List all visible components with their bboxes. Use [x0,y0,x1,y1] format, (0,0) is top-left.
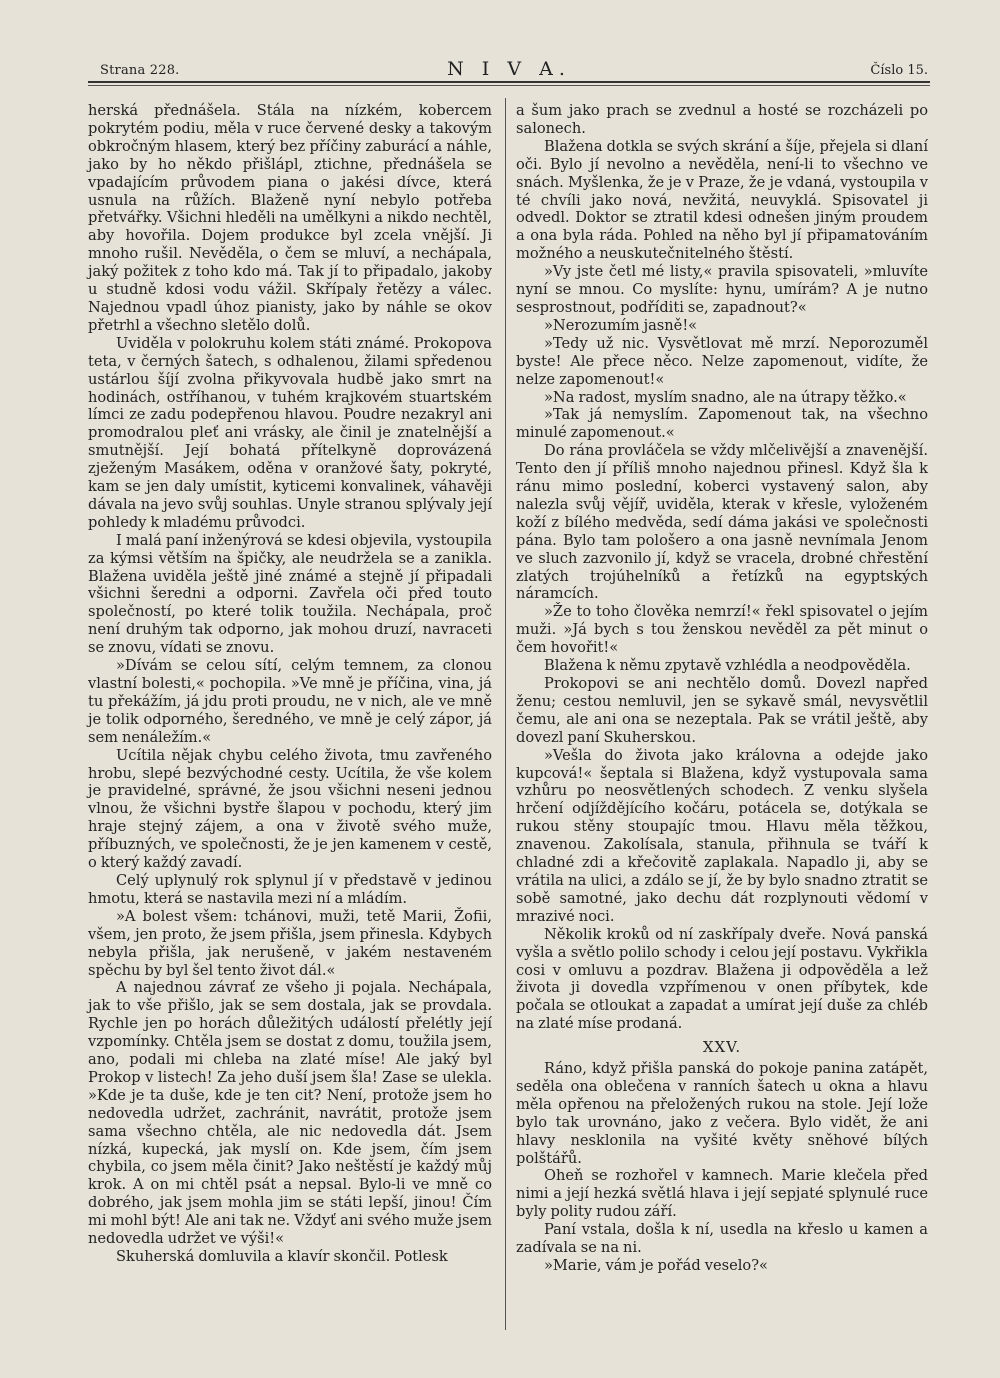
paragraph: »A bolest všem: tchánovi, muži, tetě Marii, Žofii, všem, jen proto, že jsem přišla, jsem přinesla. Kdybych nebyla přišla, jak nerušeně, v jakém nestaveném spěchu by byl šel tento život dál.« [88,907,492,979]
paragraph: Celý uplynulý rok splynul jí v představě v jedinou hmotu, která se nastavila mezi ní a mládím. [88,871,492,907]
header-rule-thin [88,85,930,86]
paragraph: Ucítila nějak chybu celého života, tmu zavřeného hrobu, slepé bezvýchodné cesty. Ucítila, že vše kolem je pravidelné, správné, že jsou všichni neseni jednou vlnou, že všichni bystře šlapou v pochodu, který jim hraje stejný zájem, a ona v životě svého muže, příbuzných, ve společnosti, že je jen kamenem v cestě, o který každý zavadí. [88,746,492,872]
paragraph: Několik kroků od ní zaskřípaly dveře. Nová panská vyšla a světlo polilo schody i celou její postavu. Vykřikla cosi v omluvu a pozdrav. Blažena ji odpověděla a lež života ji dovedla vzpřímenou v onen příbytek, kde počala se otloukat a zapadat a umírat její duše za chléb na zlaté míse prodaná. [516,925,928,1033]
paragraph: Skuherská domluvila a klavír skončil. Potlesk [116,1248,448,1265]
left-column [88,102,492,1266]
paragraph: Oheň se rozhořel v kamnech. Marie klečela před nimi a její hezká světlá hlava i její sepjaté splynulé ruce byly polity rudou září. [516,1167,928,1221]
column-divider [505,98,506,1330]
issue-number: Číslo 15. [870,63,928,78]
paragraph: »Tedy už nic. Vysvětlovat mě mrzí. Neporozuměl byste! Ale přece něco. Nelze zapomenout, vidíte, že nelze zapomenout!« [516,334,928,388]
paragraph: I malá paní inženýrová se kdesi objevila, vystoupila za kýmsi větším na špičky, ale neudrželа se a zanikla. Blažena uviděla ještě jiné známé a stejně jí připadali všichni šeredni a odporni. Zavřela oči před touto společností, po které tolik toužila. Nechápala, proč není druhým tak odporno, jak mohou druzí, navraceti se znovu, vídati se znovu. [88,531,492,657]
paragraph: »Tak já nemyslím. Zapomenout tak, na všechno minulé zapomenout.« [516,406,928,442]
journal-title: N I V A. [447,58,571,80]
paragraph: A najednou závrať ze všeho ji pojala. Nechápala, jak to vše přišlo, jak se sem dostala, jak se provdala. Rychle jen po horách důležitých událostí přelétly její vzpomínky. Chtěla jsem se dostat z domu, toužila jsem, ano, podali mi chleba na zlaté míse! Ale jaký byl Prokop v listech! Za jeho duší jsem šla! Zase se ulekla. »Kde je ta duše, kde je ten cit? Není, protože jsem ho nedovedla udržet, zachránit, navrátit, protože jsem sama všechno chtěla, ale nic nedovedla dát. Jsem nízká, kupecká, jak myslí on. Kde jsem, čím jsem chybila, co jsem měla činit? Jako neštěstí je každý můj krok. A on mi chtěl psát a nepsal. Bylo-li ve mně co dobrého, jak jsem mohla jim se státi lepší, jinou! Čím mi mohl být! Ale ani tak ne. Vždyť ani svého muže jsem nedovedla udržet ve výši!« [88,979,492,1248]
paragraph: »Marie, vám je pořád veselo?« [544,1257,768,1274]
page-header [88,56,930,80]
paragraph: »Nerozumím jasně!« [544,316,698,334]
right-column [516,102,928,1275]
paragraph: Uviděla v polokruhu kolem státi známé. Prokopova teta, v černých šatech, s odhalenou, žilami spředenou ustárlou šíjí zvolna přikyvovala hudbě jako smrt na hodinách, ostříhanou, v tuhém krajkovém stuartském límci ze zadu podepřenou hlavou. Poudre nezakryl ani promodralou pleť ani vrásky, ale činil je znatelnější a smutnější. Její bohatá přítelkyně doprovázená zježeným Masákem, oděna v oranžové šaty, pokryté, kam se jen daly umístit, kyticemi konvalinek, váhavěji dávala na jevo svůj souhlas. Unyle stranou splývaly její pohledy k mladému průvodci. [88,334,492,531]
paragraph: »Že to toho člověka nemrzí!« řekl spisovatel o jejím muži. »Já bych s tou ženskou nevěděl za pět minut o čem hovořit!« [516,603,928,657]
paragraph: »Vy jste četl mé listy,« pravila spisovateli, »mluvíte nyní se mnou. Co myslíte: hynu, umírám? A je nutno sesprostnout, podříditi se, zapadnout?« [516,263,928,316]
paragraph: Blažena dotkla se svých skrání a šíje, přejela si dlaní oči. Bylo jí nevolno a nevěděla, není-li to všechno ve snách. Myšlenka, že je v Praze, že je vdaná, vystoupila v té chvíli jako nová, nevžitá, neuvyklá. Spisovatel ji odvedl. Doktor se ztratil kdesi odnešen jiným proudem a ona byla ráda. Pohled na něho byl jí připamatováním možného a neuskutečnitelného štěstí. [516,137,928,263]
paragraph: herská přednášela. Stála na nízkém, kobercem pokrytém podiu, měla v ruce červené desky a takovým obkročným hlasem, který bez příčiny zaburácí a náhle, jako by ho někdo přišlápl, ztichne, přednášela se vpadajícím průvodem piana o jakési dívce, která usnula na růžích. Blaženě nyní nebylo potřeba přetvářky. Všichni hleděli na umělkyni a nikdo nechtěl, aby hovořila. Dojem produkce byl zcela vnější. Ji mnoho rušil. Nevěděla, o čem se mluví, a nechápala, jaký požitek z toho kdo má. Tak jí to připadalo, jakoby u studně kdosi vodu vážil. Skřípaly řetězy a válec. Najednou vpadl úhoz pianisty, jako by náhle se okov přetrhl a všechno sletělo dolů. [88,102,492,334]
paragraph: Ráno, když přišla panská do pokoje panina zatápět, seděla ona oblečena v ranních šatech u okna a hlavu měla opřenou na přeložených rukou na stole. Její lože bylo tak urovnáno, jako z večera. Bylo vidět, že ani hlavy nesklonila na vyšité květy sněhové bílých polštářů. [516,1060,928,1167]
paragraph: Paní vstala, došla k ní, usedla na křeslo u kamen a zadívala se na ni. [516,1221,928,1257]
paragraph: Blažena k němu zpytavě vzhlédla a neodpověděla. [544,657,911,675]
chapter-heading: XXV. [702,1038,742,1057]
paragraph: Do rána provláčela se vždy mlčelivější a znavenější. Tento den jí příliš mnoho najednou přinesl. Když šla k ránu mimo poslední, koberci vystavený salon, aby nalezla svůj vějíř, uviděla, kterak v křesle, vyloženém koží z bílého medvěda, sedí dáma jakási ve společnosti pána. Bylo tam pološero a ona jasně nevnímala Jenom ve sluch zazvonilo jí, když se vracela, drobné chřestění zlatých trojúhelníků a řetízků na egyptských náramcích. [516,442,928,603]
page-number: Strana 228. [100,63,180,78]
paragraph: Prokopovi se ani nechtělo domů. Dovezl napřed ženu; cestou nemluvil, jen se sykavě smál, nevysvětlil čemu, ale ani ona se nezeptala. Pak se vrátil ještě, aby dovezl paní Skuherskou. [516,675,928,746]
paragraph: »Dívám se celou sítí, celým temnem, za clonou vlastní bolesti,« pochopila. »Ve mně je příčina, vina, já tu překážím, já jdu proti proudu, ne v nich, ale ve mně je tolik odporného, šeredného, ve mně je celý zápor, já sem nenáležím.« [88,657,492,746]
paragraph: a šum jako prach se zvednul a hosté se rozcházeli po salonech. [516,102,928,137]
header-rule [88,81,930,83]
paragraph: »Vešla do života jako královna a odejde jako kupcová!« šeptala si Blažena, když vystupovala sama vzhůru po neosvětlených schodech. Z venku slyšela hrčení odjíždějícího kočáru, potácela se, dotýkala se rukou stěny stoupajíc tmou. Hlavu měla těžkou, znavenou. Zakolísala, stanula, přihnula se tváří k chladné zdi a křečovitě zaplakala. Napadlo ji, aby se vrátila na ulici, a zdálo se jí, že by bylo snadno ztratit se sobě samotné, jako dechu dát rozplynouti vědomí v mrazivé noci. [516,746,928,925]
paragraph: »Na radost, myslím snadno, ale na útrapy těžko.« [544,388,907,406]
